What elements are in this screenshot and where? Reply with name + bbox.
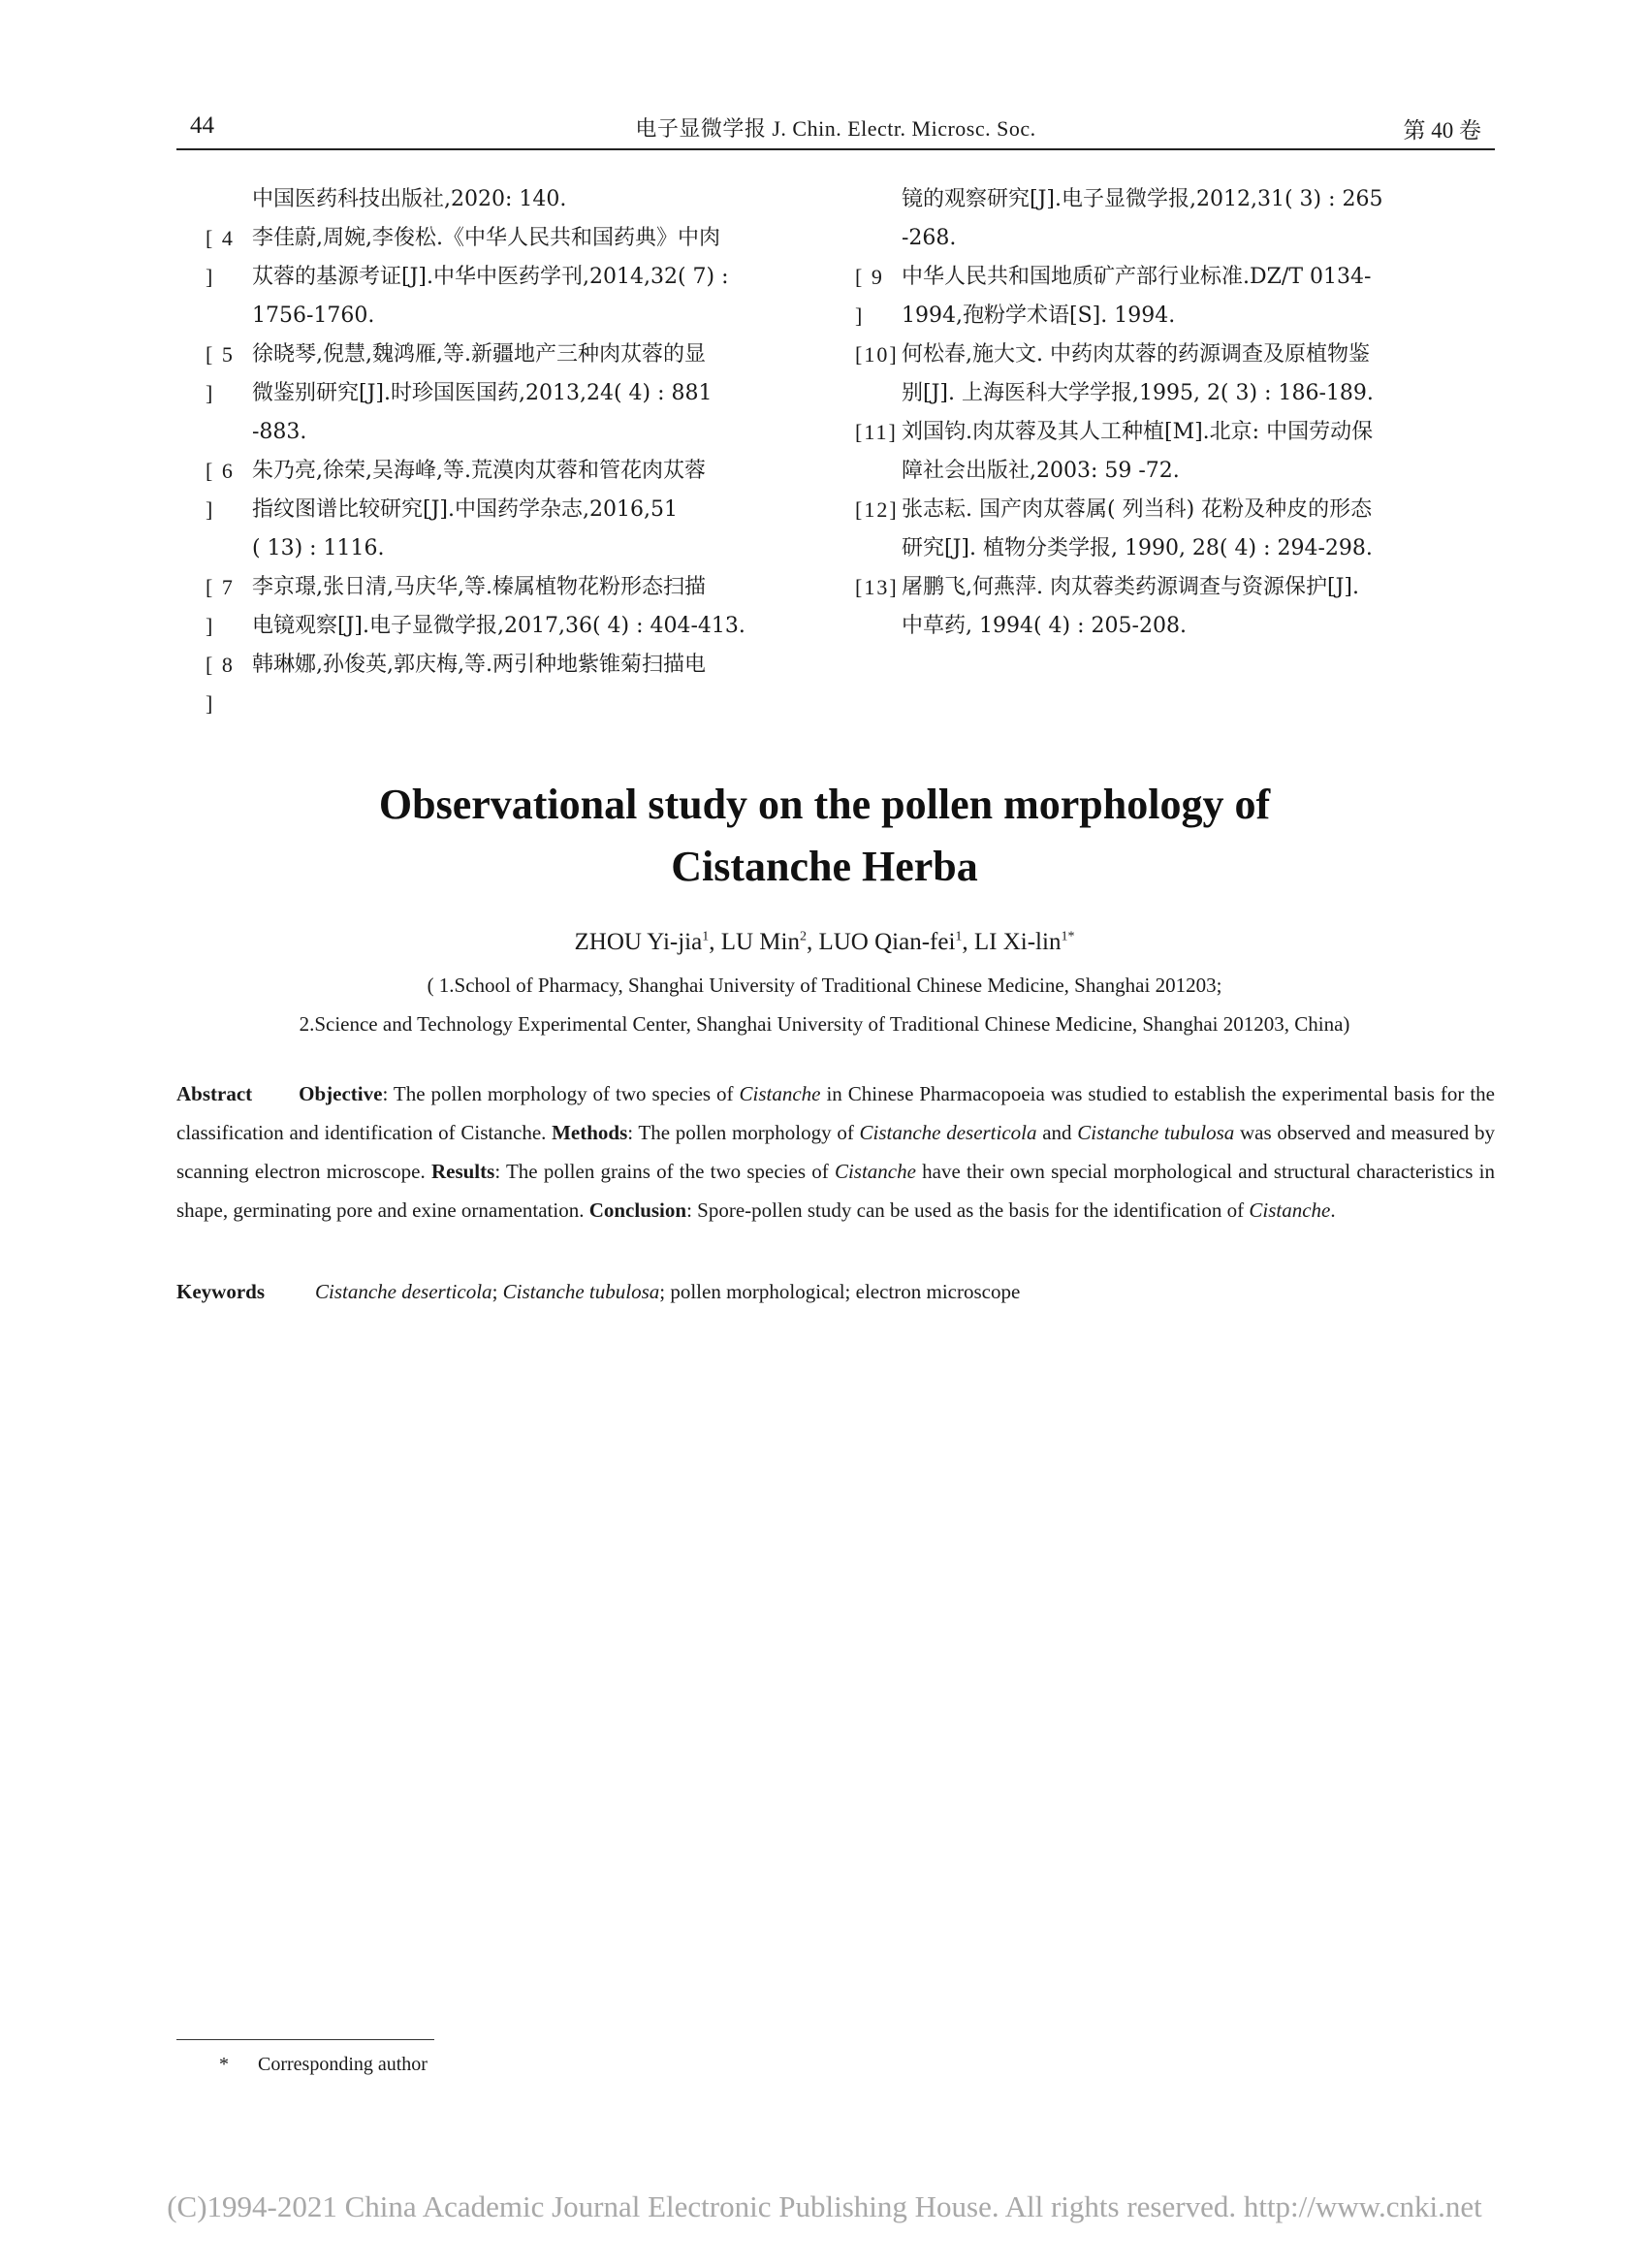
author-name: LUO Qian-fei <box>818 929 956 955</box>
keyword-separator: ; <box>492 1280 503 1303</box>
author-name: LU Min <box>720 929 800 955</box>
english-title <box>0 774 1649 898</box>
reference-item <box>855 491 1493 568</box>
header-rule <box>176 148 1495 150</box>
volume-label: 第 40 卷 <box>1403 118 1481 143</box>
results-label: Results <box>430 1160 495 1183</box>
affiliation-2: 2.Science and Technology Experimental Center, Shanghai University of Traditional Chinese Medicine, Shanghai 201203, China) <box>299 1012 1350 1036</box>
objective-label: Objective <box>299 1082 383 1105</box>
journal-name: 电子显微学报 J. Chin. Electr. Microsc. Soc. <box>635 116 1036 141</box>
footnote-star: * <box>219 2054 229 2075</box>
keyword-1: Cistanche deserticola <box>315 1280 492 1303</box>
author-name: LI Xi-lin <box>973 929 1062 955</box>
affiliation-1: ( 1.School of Pharmacy, Shanghai University of Traditional Chinese Medicine, Shanghai 201203; <box>427 974 1222 997</box>
copyright-watermark: (C)1994-2021 China Academic Journal Electronic Publishing House. All rights reserved. http://www.cnki.net <box>167 2189 1482 2223</box>
reference-item <box>206 335 776 452</box>
reference-item <box>855 568 1493 646</box>
footnote <box>219 2054 428 2076</box>
reference-text: 刘国钧.肉苁蓉及其人工种植[M].北京: 中国劳动保 障社会出版社,2003: 59 -72. <box>902 420 1374 483</box>
reference-item <box>213 180 776 219</box>
author-affiliation-mark: 1 <box>702 929 710 944</box>
running-header <box>176 109 1495 147</box>
objective-text: : The pollen morphology of two species of <box>382 1082 740 1105</box>
footnote-rule <box>176 2039 434 2040</box>
reference-text: 屠鹏飞,何燕萍. 肉苁蓉类药源调查与资源保护[J]. 中草药, 1994( 4) : 205-208. <box>902 575 1359 638</box>
reference-item <box>206 646 776 716</box>
keyword-2: Cistanche tubulosa <box>502 1280 660 1303</box>
reference-number: [13] <box>855 575 899 599</box>
reference-text: 徐晓琴,倪慧,魏鸿雁,等.新疆地产三种肉苁蓉的显 微鉴别研究[J].时珍国医国药,2013,24( 4) : 881 -883. <box>252 342 713 444</box>
author-affiliation-mark: 1 <box>955 929 963 944</box>
keywords <box>176 1272 1495 1311</box>
reference-text: 李京璟,张日清,马庆华,等.榛属植物花粉形态扫描 电镜观察[J].电子显微学报,2017,36( 4) : 404-413. <box>252 575 745 638</box>
reference-number: [ 7 ] <box>206 575 235 638</box>
reference-text: 何松春,施大文. 中药肉苁蓉的药源调查及原植物鉴 别[J]. 上海医科大学学报,1995, 2( 3) : 186-189. <box>902 342 1374 405</box>
results-text: : The pollen grains of the two species of <box>494 1160 835 1183</box>
results-text-cont: have their own special morphological and structural characteristics in shape, germinating pore and exine ornamentation. <box>176 1160 1496 1222</box>
reference-number: [ 5 ] <box>206 342 235 405</box>
methods-text-cont: was observed and measured by scanning electron microscope. <box>176 1121 1495 1183</box>
conclusion-italic: Cistanche <box>1249 1198 1331 1222</box>
reference-number: [ 4 ] <box>206 226 235 289</box>
reference-number: [10] <box>855 342 899 367</box>
objective-italic: Cistanche <box>739 1082 821 1105</box>
results-italic: Cistanche <box>834 1160 916 1183</box>
methods-species-1: Cistanche deserticola <box>859 1121 1037 1144</box>
methods-text-and: and <box>1036 1121 1078 1144</box>
english-title-line-1: Observational study on the pollen morphology of <box>378 781 1271 828</box>
reference-text: 中华人民共和国地质矿产部行业标准.DZ/T 0134- 1994,孢粉学术语[S]. 1994. <box>902 265 1372 328</box>
references-right-column <box>855 180 1493 646</box>
reference-item <box>206 219 776 335</box>
reference-text: 张志耘. 国产肉苁蓉属( 列当科) 花粉及种皮的形态 研究[J]. 植物分类学报, 1990, 28( 4) : 294-298. <box>902 497 1373 560</box>
keywords-label: Keywords <box>176 1280 265 1303</box>
reference-number: [ 9 ] <box>855 265 884 328</box>
author-affiliation-mark: 2 <box>799 929 807 944</box>
reference-item <box>206 452 776 568</box>
author-name: ZHOU Yi-jia <box>574 929 703 955</box>
conclusion-label: Conclusion <box>588 1198 687 1222</box>
reference-number: [11] <box>855 420 898 444</box>
reference-item <box>206 568 776 646</box>
footnote-text: Corresponding author <box>258 2054 428 2075</box>
abstract-label: Abstract <box>176 1082 253 1105</box>
reference-text: 中国医药科技出版社,2020: 140. <box>252 187 567 211</box>
objective-text-cont: in Chinese Pharmacopoeia was studied to establish the experimental basis for the classification and identification of Cistanche. <box>176 1082 1495 1144</box>
reference-text: 镜的观察研究[J].电子显微学报,2012,31( 3) : 265 -268. <box>902 187 1383 250</box>
abstract <box>176 1074 1495 1230</box>
reference-item <box>855 258 1493 335</box>
page-number: 44 <box>190 112 214 139</box>
conclusion-text: : Spore-pollen study can be used as the basis for the identification of <box>686 1198 1250 1222</box>
reference-text: 朱乃亮,徐荣,吴海峰,等.荒漠肉苁蓉和管花肉苁蓉 指纹图谱比较研究[J].中国药学杂志,2016,51 ( 13) : 1116. <box>252 459 706 560</box>
methods-text: : The pollen morphology of <box>627 1121 860 1144</box>
reference-item <box>855 335 1493 413</box>
author-affiliation-mark: 1* <box>1061 929 1075 944</box>
author-list: ZHOU Yi-jia$^1$, LU Min$^2$, LUO Qian-fei$^1$, LI Xi-lin$^{1*}$ <box>574 929 1075 955</box>
keywords-rest: ; pollen morphological; electron microscope <box>659 1280 1021 1303</box>
reference-number: [ 8 ] <box>206 653 235 716</box>
reference-item <box>863 180 1493 258</box>
reference-text: 韩琳娜,孙俊英,郭庆梅,等.两引种地紫锥菊扫描电 <box>252 653 706 677</box>
english-title-line-2: Cistanche Herba <box>671 843 978 890</box>
reference-text: 李佳蔚,周婉,李俊松.《中华人民共和国药典》中肉 苁蓉的基源考证[J].中华中医药学刊,2014,32( 7) : 1756-1760. <box>252 226 729 328</box>
reference-item <box>855 413 1493 491</box>
methods-label: Methods <box>552 1121 628 1144</box>
methods-species-2: Cistanche tubulosa <box>1077 1121 1235 1144</box>
conclusion-end: . <box>1330 1198 1336 1222</box>
reference-number: [12] <box>855 497 899 522</box>
references-left-column <box>206 180 776 716</box>
reference-number: [ 6 ] <box>206 459 235 522</box>
